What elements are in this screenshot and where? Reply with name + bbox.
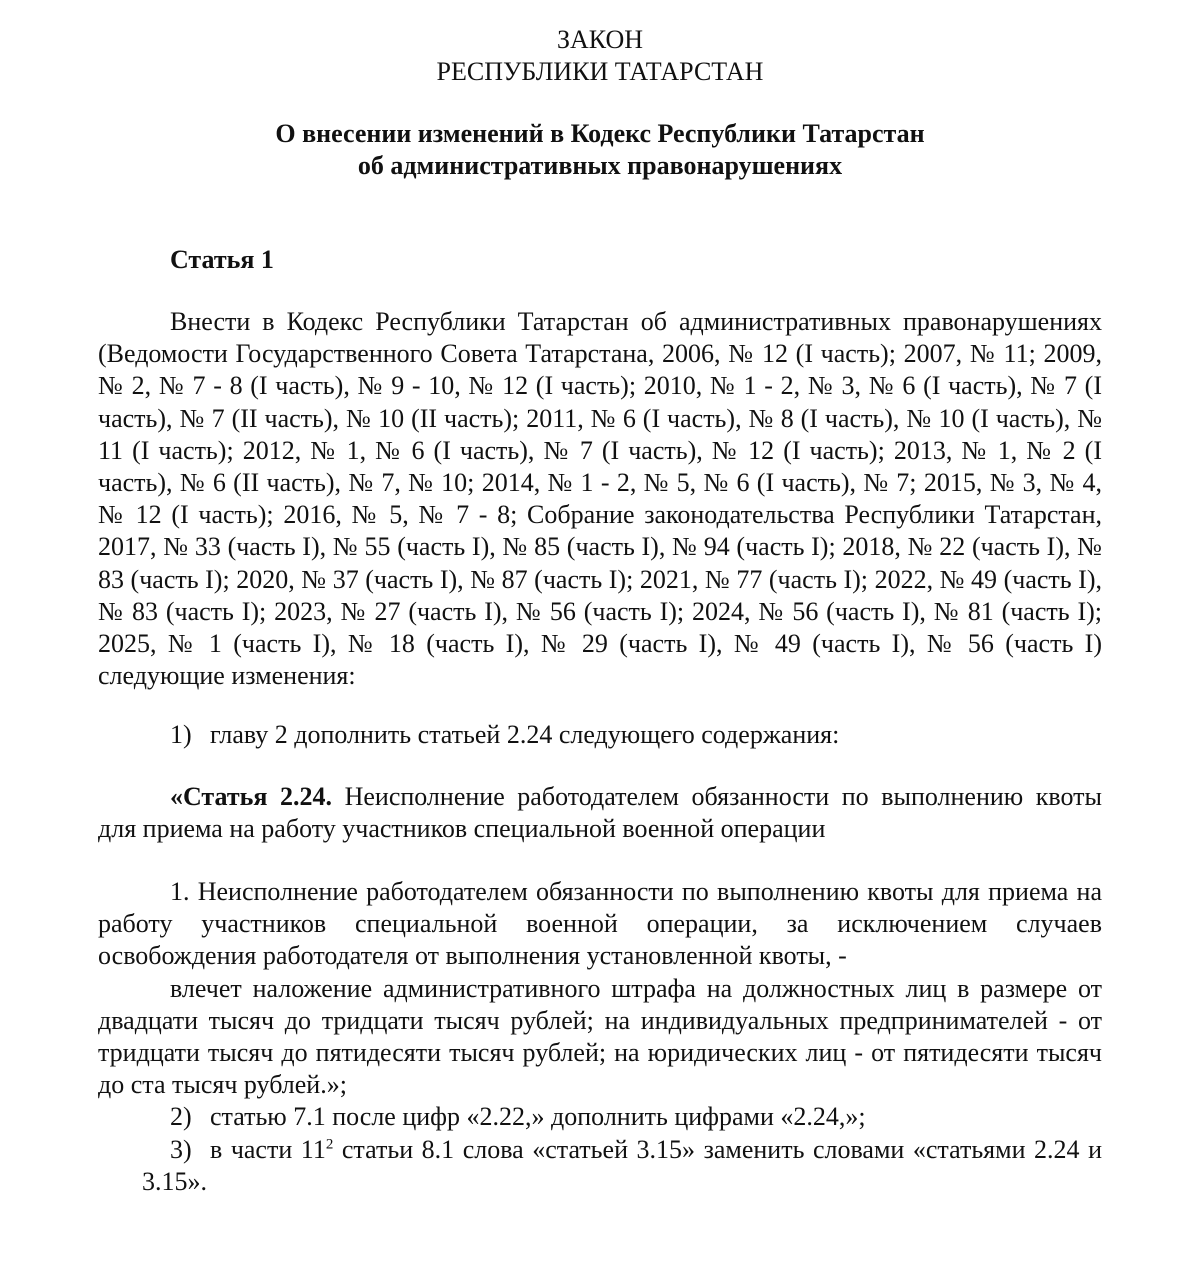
amendment-item-3-post: статьи 8.1 слова «статьей 3.15» заменить словами «статьями 2.24 и 3.15».: [142, 1134, 1102, 1196]
law-republic-title: РЕСПУБЛИКИ ТАТАРСТАН: [436, 57, 764, 86]
new-article-point-1: 1. Неисполнение работодателем обязанности по выполнению квоты для приема на работу участников специальной военной операции, за исключением случаев освобождения работодателя от выполнения установленной квоты, -: [98, 877, 1102, 971]
new-article-title: [98, 781, 1102, 845]
new-article-penalty: влечет наложение административного штрафа на должностных лиц в размере от двадцати тысяч до тридцати тысяч рублей; на индивидуальных предпринимателей - от тридцати тысяч до пятидесяти тысяч рублей; на юридических лиц - от пятидесяти тысяч до ста тысяч рублей.»;: [98, 973, 1102, 1100]
amendment-item-1: [98, 719, 1102, 751]
amendment-item-3: [98, 1134, 1102, 1198]
law-type-title: ЗАКОН: [556, 25, 644, 54]
article-1-intro: Внести в Кодекс Республики Татарстан об административных правонарушениях (Ведомости Государственного Совета Татарстана, 2006, № 12 (I часть); 2007, № 11; 2009, № 2, № 7 - 8 (I часть), № 9 - 10, № 12 (I часть); 2010, № 1 - 2, № 3, № 6 (I часть), № 7 (I часть), № 7 (II часть), № 10 (II часть); 2011, № 6 (I часть), № 8 (I часть), № 10 (I часть), № 11 (I часть); 2012, № 1, № 6 (I часть), № 7 (I часть), № 12 (I часть); 2013, № 1, № 2 (I часть), № 6 (II часть), № 7, № 10; 2014, № 1 - 2, № 5, № 6 (I часть), № 7; 2015, № 3, № 4, № 12 (I часть); 2016, № 5, № 7 - 8; Собрание законодательства Республики Татарстан, 2017, № 33 (часть I), № 55 (часть I), № 85 (часть I), № 94 (часть I); 2018, № 22 (часть I), № 83 (часть I); 2020, № 37 (часть I), № 87 (часть I); 2021, № 77 (часть I); 2022, № 49 (часть I), № 83 (часть I); 2023, № 27 (часть I), № 56 (часть I); 2024, № 56 (часть I), № 81 (часть I); 2025, № 1 (часть I), № 18 (часть I), № 29 (часть I), № 49 (часть I), № 56 (часть I) следующие изменения:: [98, 307, 1102, 691]
document-page: [98, 24, 1102, 1198]
law-subject-line-2: об административных правонарушениях: [357, 151, 843, 180]
amendment-item-3-superscript: 2: [325, 1136, 334, 1153]
new-article-title-text: Неисполнение работодателем обязанности по выполнению квоты для приема на работу участников специальной военной операции: [98, 781, 1103, 843]
law-subject-title: [98, 118, 1102, 182]
amendment-item-2-number: 2): [170, 1102, 192, 1132]
amendment-item-2-text: статью 7.1 после цифр «2.22,» дополнить цифрами «2.24,»;: [210, 1102, 866, 1132]
amendment-item-1-number: 1): [170, 720, 192, 750]
article-1-heading: Статья 1: [170, 245, 274, 274]
amendment-item-2: [98, 1101, 1102, 1133]
law-subject-line-1: О внесении изменений в Кодекс Республики Татарстан: [275, 119, 925, 148]
amendment-item-1-text: главу 2 дополнить статьей 2.24 следующего содержания:: [210, 720, 840, 750]
amendment-item-3-number: 3): [170, 1134, 192, 1164]
amendment-item-3-pre: в части 11: [210, 1134, 326, 1164]
new-article-label: «Статья 2.24.: [170, 781, 333, 811]
